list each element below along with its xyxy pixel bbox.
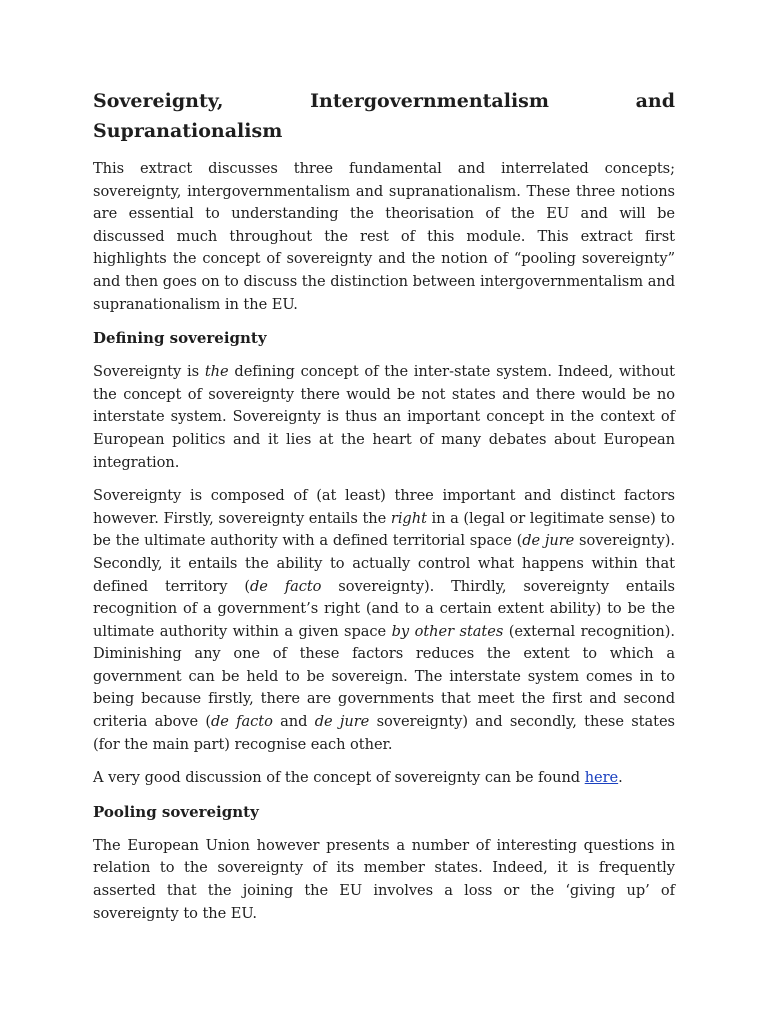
defining-sovereignty-paragraph-3 <box>93 767 675 790</box>
title-line-1 <box>93 86 675 116</box>
intro-paragraph: This extract discusses three fundamental and interrelated concepts; sovereignty, intergovernmentalism and supranationalism. These three notions are essential to understanding the theorisation of the EU and will be discussed much throughout the rest of this module. This extract first highlights the concept of sovereignty and the notion of “pooling sovereignty” and then goes on to discuss the distinction between intergovernmentalism and supranationalism in the EU. <box>93 160 675 313</box>
emphasis-de-facto: de facto <box>250 577 322 595</box>
title-word-sovereignty: Sovereignty, <box>93 90 224 112</box>
text-run: Sovereignty is composed of (at least) three important and distinct factors however. Firstly, sovereignty entails the <box>93 487 675 527</box>
emphasis-de-facto: de facto <box>210 713 273 731</box>
text-run: sovereignty) and secondly, these states (for the main part) recognise each other. <box>93 713 675 753</box>
text-run: A very good discussion of the concept of sovereignty can be found <box>93 769 585 787</box>
defining-sovereignty-paragraph-2 <box>93 485 675 756</box>
emphasis-right: right <box>390 509 427 527</box>
document-title <box>93 86 675 146</box>
pooling-sovereignty-paragraph-1: The European Union however presents a number of interesting questions in relation to the sovereignty of its member states. Indeed, it is frequently asserted that the joining the EU involves a loss or the ‘giving up’ of sovereignty to the EU. <box>93 836 675 922</box>
section-heading-pooling-sovereignty: Pooling sovereignty <box>93 802 259 821</box>
here-link[interactable]: here <box>584 769 619 787</box>
title-line-2: Supranationalism <box>93 120 283 142</box>
text-run: Sovereignty is <box>93 363 205 381</box>
emphasis-de-jure: de jure <box>314 713 370 731</box>
title-word-intergovernmentalism: Intergovernmentalism <box>310 90 549 112</box>
emphasis-the: the <box>204 363 229 381</box>
text-run: in a (legal or legitimate sense) to be the ultimate authority with a defined territorial space ( <box>93 509 676 550</box>
document-page <box>93 86 675 936</box>
section-heading-defining-sovereignty: Defining sovereignty <box>93 329 267 348</box>
text-run: . <box>618 769 623 787</box>
text-run: (external recognition). Diminishing any one of these factors reduces the extent to which a government can be held to be sovereign. The interstate system comes in to being because firstly, there are governments that meet the first and second criteria above ( <box>93 622 675 731</box>
text-run: sovereignty). Thirdly, sovereignty entails recognition of a government’s right (and to a certain extent ability) to be the ultimate authority within a given space <box>93 577 675 640</box>
emphasis-by-other-states: by other states <box>391 622 504 640</box>
emphasis-de-jure: de jure <box>522 532 575 550</box>
title-word-and: and <box>635 90 675 112</box>
text-run: sovereignty). Secondly, it entails the ability to actually control what happens within that defined territory ( <box>93 532 675 595</box>
defining-sovereignty-paragraph-1 <box>93 361 675 474</box>
text-run: and <box>272 713 315 731</box>
text-run: defining concept of the inter-state system. Indeed, without the concept of sovereignty there would be not states and there would be no interstate system. Sovereignty is thus an important concept in the context of European politics and it lies at the heart of many debates about European integration. <box>93 363 675 471</box>
